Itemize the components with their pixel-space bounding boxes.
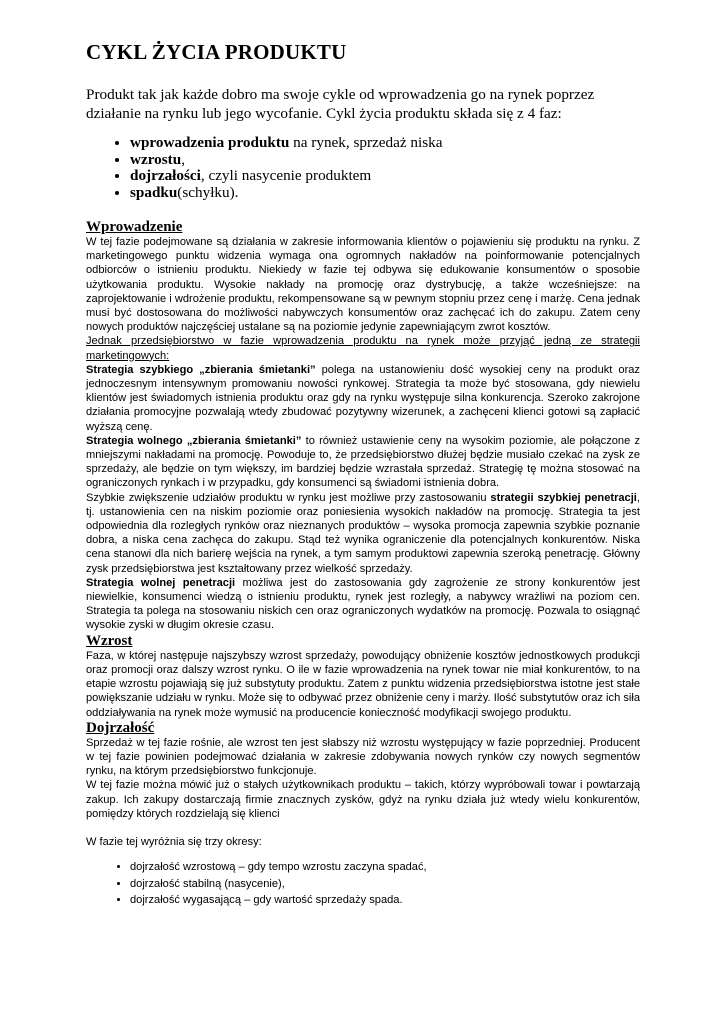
paragraph [86,576,640,633]
section-heading-growth: Wzrost [86,632,133,649]
spacer [86,849,640,859]
paragraph: Faza, w której następuje najszybszy wzrost sprzedaży, powodujący obniżenie kosztów jednostkowych produkcji oraz promocji oraz dalszy wzrost rynku. O ile w fazie wprowadzenia na rynek towar nie miał konkurentów, to na etapie wzrostu pojawiają się już substytuty produktu. Zatem z punktu widzenia przedsiębiorstwa istotne jest stałe powiększanie udziału w rynku. Może się to odbywać przez obniżenie ceny i marży. Ilość substytutów oraz ich siła oddziaływania na rynek może wymusić na producencie konieczność modyfikacji swojego produktu. [86,649,640,719]
phase-description: na rynek, sprzedaż niska [289,134,443,151]
list-item: • dojrzałość wzrostową – gdy tempo wzrostu zaczyna spadać, [130,859,640,876]
list-item: • dojrzałość stabilną (nasycenie), [130,876,640,893]
list-item [130,152,640,169]
phases-list [86,135,640,201]
paragraph [86,363,640,434]
periods-list [86,859,640,909]
paragraph: W tej fazie można mówić już o stałych użytkownikach produktu – takich, którzy wypróbowali towar i powtarzają zakup. Ich zakupy dostarczają firmie znacznych zysków, gdyż na rynku działa już wtedy wielu konkurentów, pomiędzy których rozdzielają się klienci [86,779,640,820]
phase-description: , czyli nasycenie produktem [200,167,372,184]
strategy-description: polega na ustanowieniu dość wysokiej ceny na produkt oraz jednoczesnym intensywnym promowaniu nowości rynkowej. Strategia ta może być stosowana, gdy niewielu klientów jest świadomych istnienia produktu oraz gdy na rynku występuje silna konkurencja. Szeroko zakrojone działania promocyjne pozwalają wtedy zbudować pozytywny wizerunek, a zachęceni klienci gotowi są zapłacić wyższą cenę. [86,363,640,433]
list-item [130,185,640,202]
phase-description: , [181,150,185,168]
page-title: CYKL ŻYCIA PRODUKTU [86,40,347,64]
intro-paragraph: Produkt tak jak każde dobro ma swoje cykle od wprowadzenia go na rynek poprzez działanie na rynku lub jego wycofanie. Cykl życia produktu składa się z 4 faz: [86,86,595,122]
paragraph: W tej fazie podejmowane są działania w zakresie informowania klientów o pojawieniu się produktu na rynku. Z marketingowego punktu widzenia wymaga ona ogromnych nakładów na poinformowanie potencjalnych odbiorców o istnieniu produktu. Niekiedy w fazie tej odbywa się edukowanie konsumentów o sposobie użytkowania produktu. Wysokie nakłady na promocję oraz dystrybucję, a także wcześniejsze: na zaprojektowanie i wdrożenie produktu, rekompensowane są w pewnym stopniu przez cenę i marżę. Cena jednak musi być dostosowana do możliwości nabywczych konsumentów oraz zachęcać ich do zakupu. Zatem ceny nowych produktów najczęściej ustalane są na poziomie jedynie zapewniającym zwrot kosztów. [86,236,640,334]
paragraph-text: Szybkie zwiększenie udziałów produktu w rynku jest możliwe przy zastosowaniu [86,491,491,504]
list-item [130,135,640,152]
strategy-name: Strategia wolnego „zbierania śmietanki” [86,434,302,447]
paragraph-underlined: Jednak przedsiębiorstwo w fazie wprowadzenia produktu na rynek może przyjąć jedną ze strategii marketingowych: [86,335,640,362]
strategy-description: , tj. ustanowienia cen na niskim poziomie oraz poniesienia wysokich nakładów na promocję. Strategia ta jest odpowiednia dla rozległych rynków oraz nieznanych produktów – wysoka promocja zapewnia szybkie poznanie dobra, a niska cena zachęca do zakupu. Stąd też wynika ograniczenie dla potencjalnych konkurentów. Niska cena stanowi dla nich barierę wejścia na rynek, a tym samym produktowi zapewnia szeroką penetrację. Główny zysk przedsiębiorstwa jest kształtowany przez wielkość sprzedaży. [86,491,640,575]
list-item [130,168,640,185]
phase-name: spadku [130,183,178,201]
paragraph [86,434,640,491]
paragraph: Sprzedaż w tej fazie rośnie, ale wzrost ten jest słabszy niż wzrostu występujący w fazie poprzedniej. Producent w tej fazie powinien podejmować działania w zakresie zdobywania nowych rynków czy nowych segmentów rynku, na którym przedsiębiorstwo funkcjonuje. [86,736,640,778]
phase-description: (schyłku). [177,183,239,201]
strategy-name: Strategia wolnej penetracji [86,576,236,589]
paragraph [86,491,640,576]
section-heading-introduction: Wprowadzenie [86,219,183,235]
strategy-description: możliwa jest do zastosowania gdy zagrożenie ze strony konkurentów jest niewielkie, konsumenci wiedzą o istnieniu produktu, rynek jest rozległy, a nabywcy wrażliwi na poziom cen. Strategia ta polega na stosowaniu niskich cen oraz ograniczonych wydatków na promocję. Pozwala to osiągnąć wysokie zyski w długim okresie czasu. [86,576,640,632]
phase-name: wzrostu [130,150,182,168]
phase-name: wprowadzenia produktu [130,134,290,151]
strategy-name: Strategia szybkiego „zbierania śmietanki” [86,363,316,376]
strategy-description: to również ustawienie ceny na wysokim poziomie, ale połączone z mniejszymi nakładami na promocję. Powoduje to, że przedsiębiorstwo dłużej będzie musiało czekać na zysk ze sprzedaży, ale będzie on tym większy, im bardziej będzie wzrastała sprzedaż. Strategię tę można stosować na ograniczonych rynkach i w przypadku, gdy konsumenci są świadomi istnienia dobra. [86,434,640,490]
list-item: • dojrzałość wygasającą – gdy wartość sprzedaży spada. [130,892,640,909]
document-page [86,40,640,909]
paragraph: W fazie tej wyróżnia się trzy okresy: [86,835,262,848]
strategy-name: strategii szybkiej penetracji [490,491,637,504]
spacer [86,821,640,835]
section-heading-maturity: Dojrzałość [86,719,155,736]
phase-name: dojrzałości [130,167,201,184]
